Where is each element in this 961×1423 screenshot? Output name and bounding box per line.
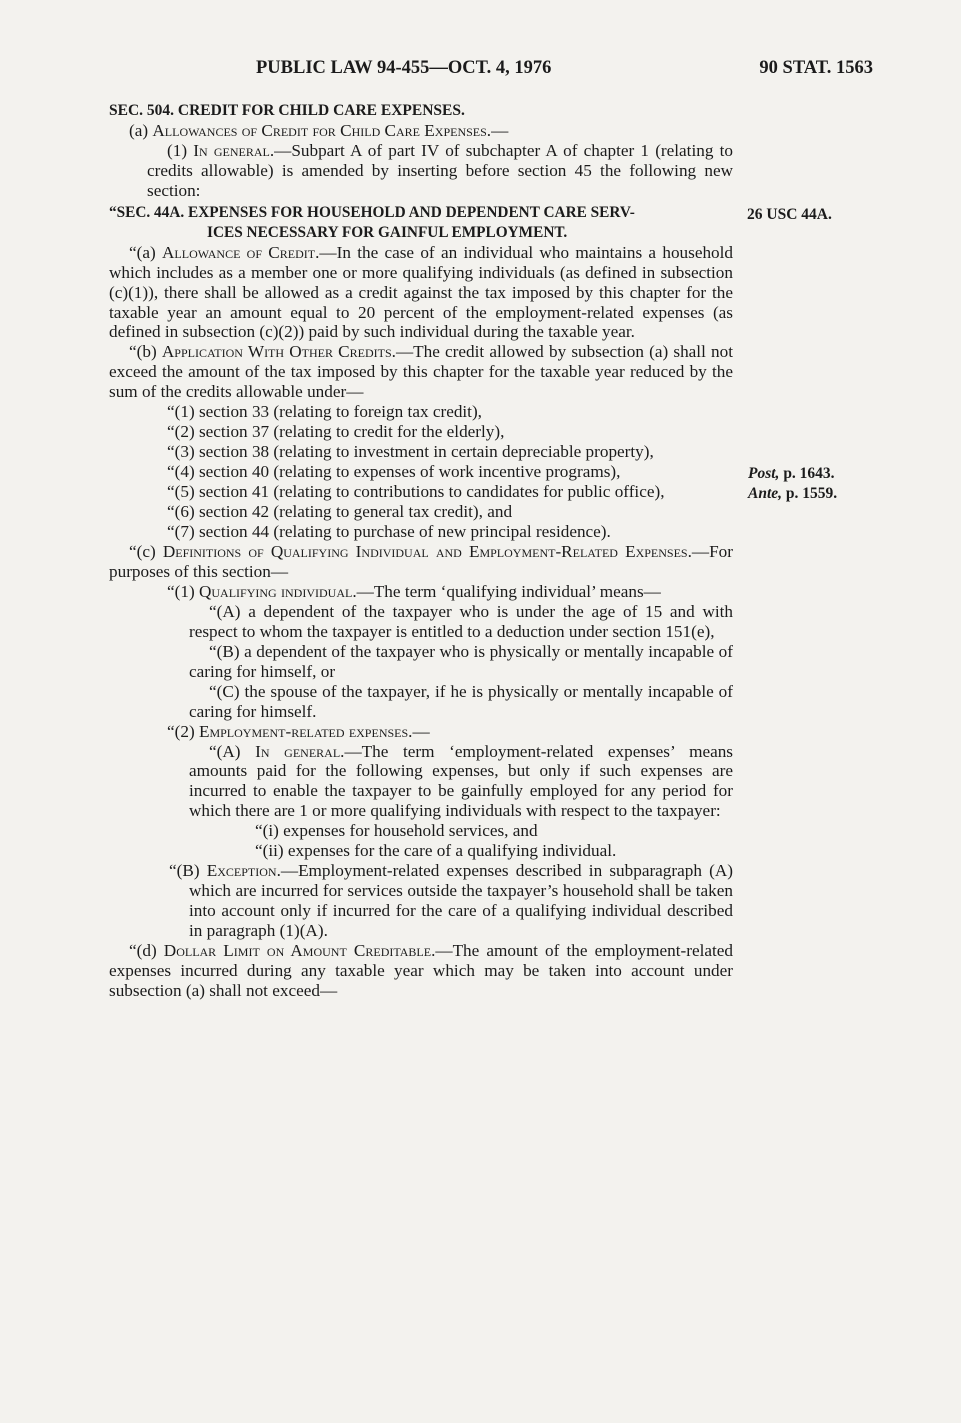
para-c-2-A-ii: “(ii) expenses for the care of a qualifying individual. xyxy=(255,841,617,861)
para-b-4: “(4) section 40 (relating to expenses of work incentive programs), xyxy=(167,462,621,482)
post-label: Post, xyxy=(748,465,780,482)
para-c-2-A: “(A) In general.—The term ‘employment-related expenses’ means amounts paid for the following expenses, but only if such expenses are incurred to enable the taxpayer to be gainfully employed for any period for which there are 1 or more qualifying individuals with respect to the taxpayer: xyxy=(189,741,733,821)
para-b-6: “(6) section 42 (relating to general tax credit), and xyxy=(167,502,513,522)
section-44a-heading-line1: “SEC. 44A. EXPENSES FOR HOUSEHOLD AND DEPENDENT CARE SERV- xyxy=(109,203,635,221)
para-b-7: “(7) section 44 (relating to purchase of new principal residence). xyxy=(167,522,611,542)
law-title: PUBLIC LAW 94-455—OCT. 4, 1976 xyxy=(256,58,552,78)
margin-note-references xyxy=(748,464,837,504)
para-b-5: “(5) section 41 (relating to contributions to candidates for public office), xyxy=(167,482,665,502)
subsection-b: “(b) Application With Other Credits.—The credit allowed by subsection (a) shall not exceed the amount of the tax imposed by this chapter for the taxable year reduced by the sum of the credits allowable under— xyxy=(109,342,733,402)
para-c-2: “(2) Employment-related expenses.— xyxy=(167,721,430,741)
para-b-2: “(2) section 37 (relating to credit for the elderly), xyxy=(167,422,505,442)
ante-page: p. 1559. xyxy=(782,484,838,502)
para-c-1-A: “(A) a dependent of the taxpayer who is under the age of 15 and with respect to whom the taxpayer is entitled to a deduction under section 151(e), xyxy=(189,601,733,641)
page-header xyxy=(256,58,876,82)
statute-page: 90 STAT. 1563 xyxy=(759,58,873,78)
para-b-1: “(1) section 33 (relating to foreign tax credit), xyxy=(167,402,482,422)
section-44a-heading xyxy=(109,203,733,243)
para-a-1: (1) In general.—Subpart A of part IV of subchapter A of chapter 1 (relating to credits allowable) is amended by inserting before section 45 the following new section: xyxy=(147,140,733,200)
ante-label: Ante, xyxy=(748,484,783,502)
para-c-2-B: “(B) Exception.—Employment-related expenses described in subparagraph (A) which are incurred for services outside the taxpayer’s household shall be taken into account only if incurred for the care of a qualifying individual described in paragraph (1)(A). xyxy=(169,861,733,941)
para-c-1-B: “(B) a dependent of the taxpayer who is physically or mentally incapable of caring for himself, or xyxy=(189,641,733,681)
section-504-heading: SEC. 504. CREDIT FOR CHILD CARE EXPENSES. xyxy=(109,102,465,119)
para-a: (a) Allowances of Credit for Child Care Expenses.— xyxy=(129,120,509,140)
subsection-c: “(c) Definitions of Qualifying Individual and Employment-Related Expenses.—For purposes of this section— xyxy=(109,541,733,581)
para-c-1: “(1) Qualifying individual.—The term ‘qualifying individual’ means— xyxy=(167,581,661,601)
subsection-d: “(d) Dollar Limit on Amount Creditable.—The amount of the employment-related expenses incurred during any taxable year which may be taken into account under subsection (a) shall not exceed— xyxy=(109,941,733,1000)
subsection-a: “(a) Allowance of Credit.—In the case of an individual who maintains a household which includes as a member one or more qualifying individuals (as defined in subsection (c)(1)), there shall be allowed as a credit against the tax imposed by this chapter for the taxable year an amount equal to 20 percent of the employment-related expenses (as defined in subsection (c)(2)) paid by such individual during the taxable year. xyxy=(109,242,733,342)
section-44a-heading-line2: ICES NECESSARY FOR GAINFUL EMPLOYMENT. xyxy=(207,223,568,241)
margin-note-usc: 26 USC 44A. xyxy=(747,206,832,223)
document-body xyxy=(109,101,733,1001)
para-c-2-A-i: “(i) expenses for household services, and xyxy=(255,821,538,841)
para-b-3: “(3) section 38 (relating to investment in certain depreciable property), xyxy=(167,442,654,462)
post-page: p. 1643. xyxy=(779,465,835,482)
para-c-1-C: “(C) the spouse of the taxpayer, if he is physically or mentally incapable of caring for himself. xyxy=(189,681,733,721)
